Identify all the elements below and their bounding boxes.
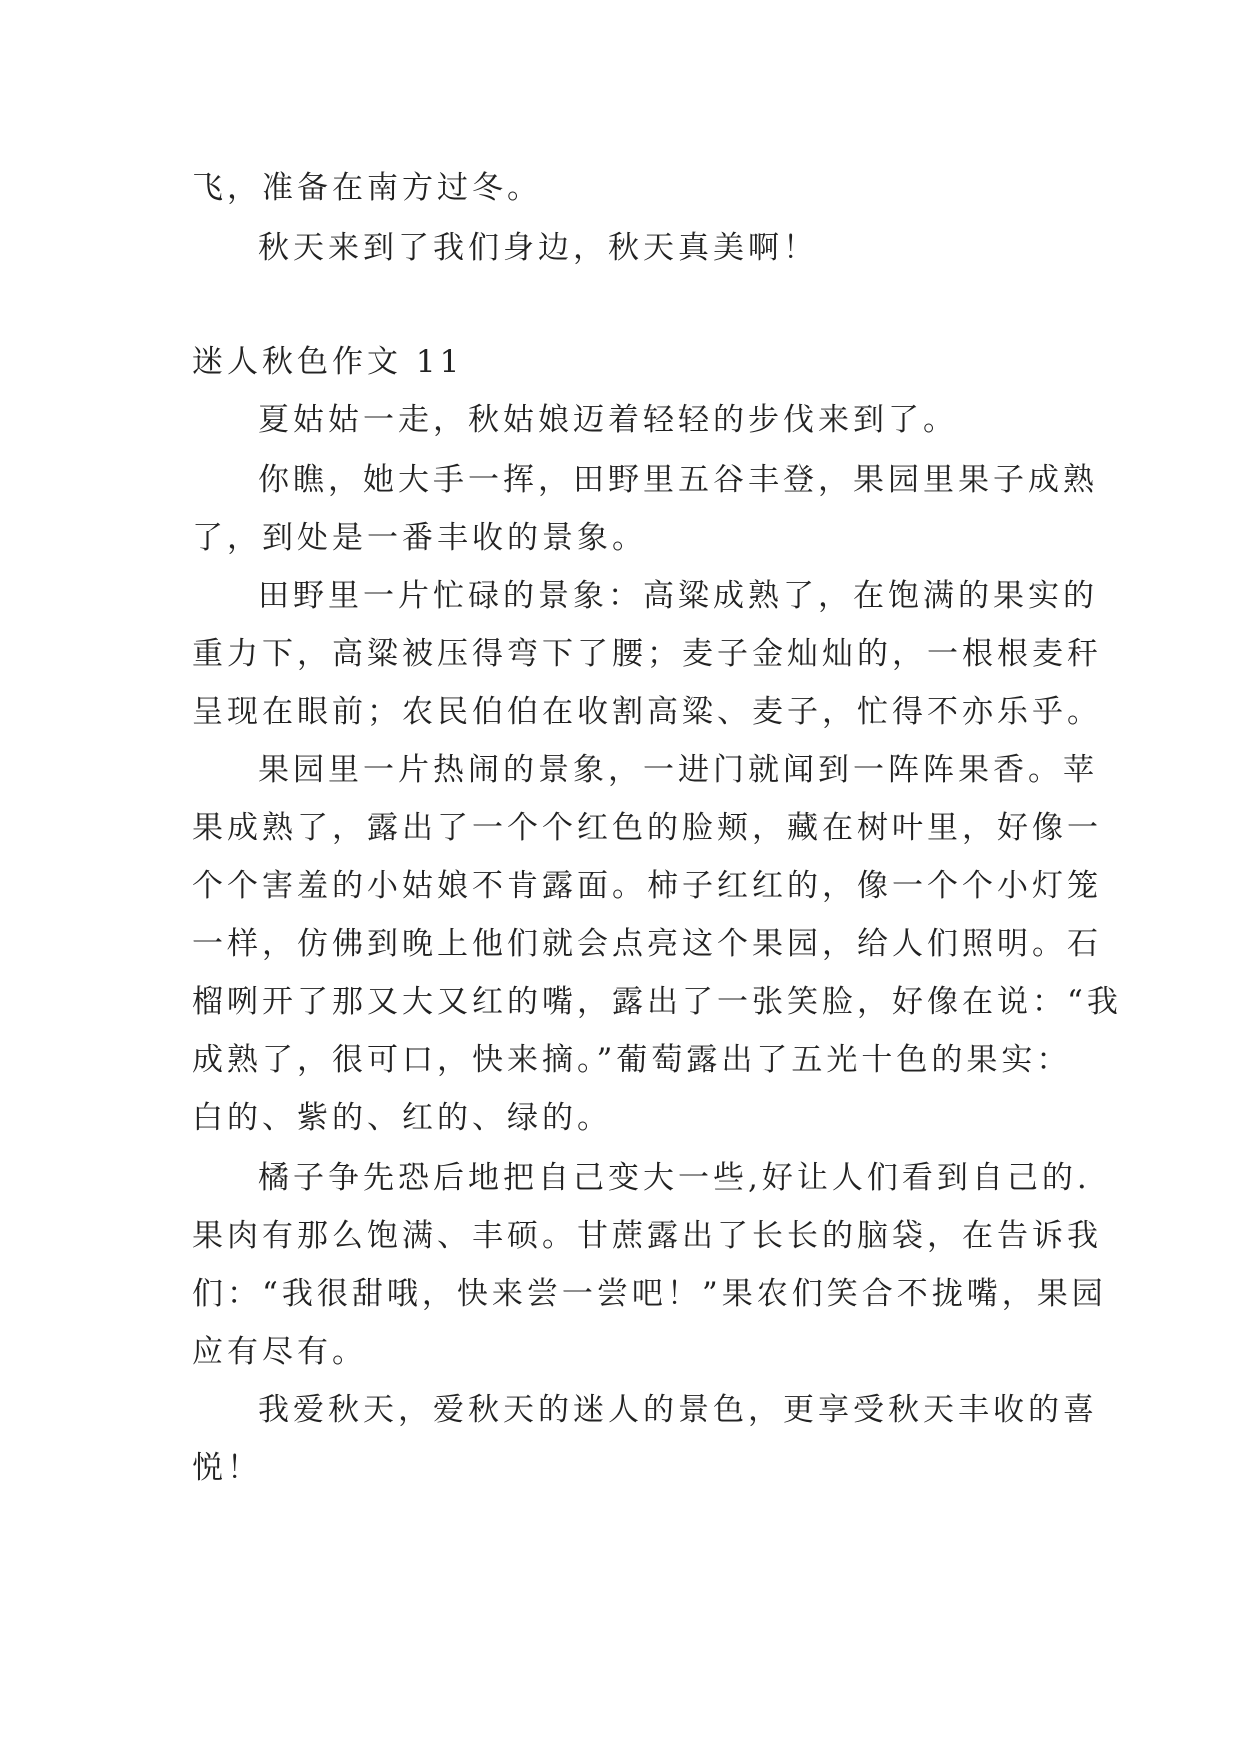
text-line: 果园里一片热闹的景象，一进门就闻到一阵阵果香。苹 [258,752,1098,788]
text-line: 果成熟了，露出了一个个红色的脸颊，藏在树叶里，好像一 [192,810,1102,846]
text-line: 果肉有那么饱满、丰硕。甘蔗露出了长长的脑袋，在告诉我 [192,1218,1102,1254]
text-line: 田野里一片忙碌的景象：高粱成熟了，在饱满的果实的 [258,578,1098,614]
text-line: 了，到处是一番丰收的景象。 [192,520,647,556]
text-line: 白的、紫的、红的、绿的。 [192,1100,612,1136]
text-line: 们：“我很甜哦，快来尝一尝吧！”果农们笑合不拢嘴，果园 [192,1276,1107,1312]
text-line: 飞，准备在南方过冬。 [192,170,542,206]
text-line: 夏姑姑一走，秋姑娘迈着轻轻的步伐来到了。 [258,402,958,438]
text-line: 应有尽有。 [192,1334,367,1370]
text-line: 个个害羞的小姑娘不肯露面。柿子红红的，像一个个小灯笼 [192,868,1102,904]
text-line: 一样，仿佛到晚上他们就会点亮这个果园，给人们照明。石 [192,926,1102,962]
text-line: 榴咧开了那又大又红的嘴，露出了一张笑脸，好像在说：“我 [192,984,1122,1020]
text-line: 秋天来到了我们身边，秋天真美啊！ [258,230,818,266]
text-line: 我爱秋天，爱秋天的迷人的景色，更享受秋天丰收的喜 [258,1392,1098,1428]
text-line: 重力下，高粱被压得弯下了腰；麦子金灿灿的，一根根麦秆 [192,636,1102,672]
text-line: 呈现在眼前；农民伯伯在收割高粱、麦子，忙得不亦乐乎。 [192,694,1102,730]
text-line: 你瞧，她大手一挥，田野里五谷丰登，果园里果子成熟 [258,462,1098,498]
text-line: 橘子争先恐后地把自己变大一些,好让人们看到自己的. [258,1160,1091,1196]
section-heading: 迷人秋色作文 11 [192,344,464,380]
text-line: 悦！ [192,1450,262,1486]
text-line: 成熟了，很可口，快来摘。”葡萄露出了五光十色的果实： [192,1042,1072,1078]
